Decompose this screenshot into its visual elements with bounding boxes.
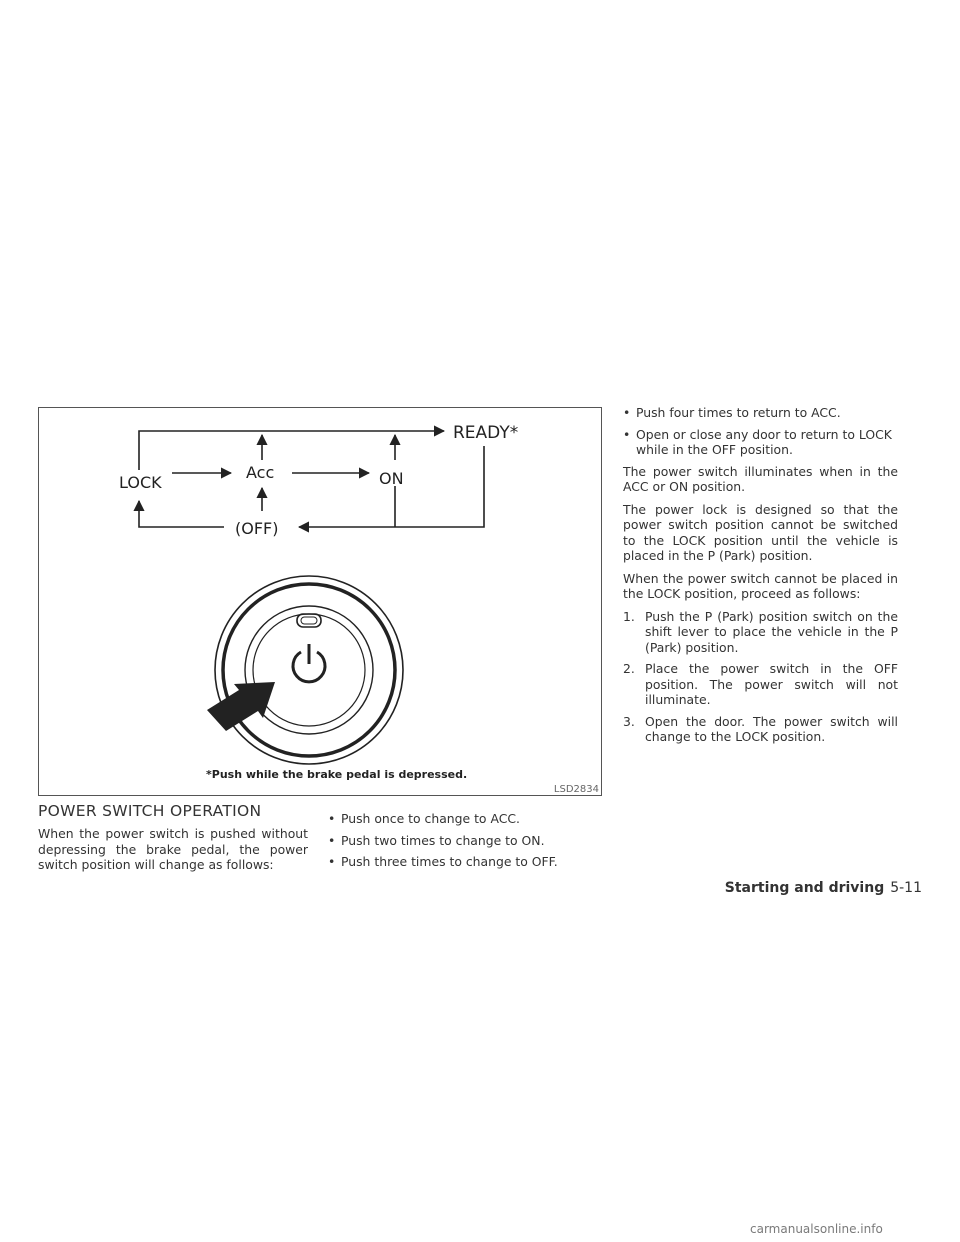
bullet-icon: • (328, 811, 336, 826)
left-column (38, 826, 308, 880)
off-label: (OFF) (235, 519, 279, 538)
step-item (623, 714, 898, 745)
on-label: ON (379, 469, 404, 488)
section-title: POWER SWITCH OPERATION (38, 802, 262, 820)
bullet-icon: • (328, 854, 336, 869)
bullet-list-2 (623, 405, 898, 458)
list-item (623, 405, 898, 421)
step-text: Push the P (Park) position switch on the shift lever to place the vehicle in the P (Park) position. (645, 608, 898, 655)
paragraph-illumination: The power switch illuminates when in the ACC or ON position. (623, 463, 898, 494)
watermark: carmanualsonline.info (750, 1222, 883, 1236)
middle-column (328, 811, 598, 876)
list-item (328, 833, 598, 849)
bullet-text: Push once to change to ACC. (341, 811, 520, 826)
step-text: Open the door. The power switch will change to the LOCK position. (645, 713, 898, 744)
bullet-text: Open or close any door to return to LOCK while in the OFF position. (636, 426, 892, 457)
bullet-icon: • (328, 832, 336, 848)
power-switch-figure (38, 407, 602, 796)
page-footer (725, 877, 922, 896)
list-item (328, 854, 598, 870)
ready-label: READY* (453, 423, 519, 443)
bullet-text: Push four times to return to ACC. (636, 405, 841, 420)
acc-label: Acc (246, 463, 275, 482)
footer-page-number: 5-11 (890, 880, 922, 896)
footer-section-name: Starting and driving (724, 880, 885, 896)
bullet-text: Push two times to change to ON. (341, 832, 545, 848)
lock-label: LOCK (119, 473, 162, 492)
figure-code: LSD2834 (553, 784, 599, 795)
paragraph-procedure-intro: When the power switch cannot be placed in the LOCK position, proceed as follows: (623, 570, 898, 601)
intro-paragraph: When the power switch is pushed without depressing the brake pedal, the power switch position will change as follows: (38, 826, 308, 872)
step-number: 2. (623, 661, 635, 676)
step-item (623, 661, 898, 708)
bullet-icon: • (623, 405, 631, 420)
position-flow-arrows (139, 431, 484, 527)
figure-footnote: *Push while the brake pedal is depressed. (206, 768, 468, 781)
list-item (623, 427, 898, 458)
bullet-icon: • (623, 426, 631, 442)
step-number: 3. (623, 713, 635, 729)
bullet-list-1 (328, 811, 598, 870)
step-number: 1. (623, 608, 635, 624)
power-switch-button-icon (215, 576, 403, 764)
paragraph-power-lock: The power lock is designed so that the power switch position cannot be switched to the LOCK position until the vehicle is placed in the P (Park) position. (623, 501, 898, 563)
bullet-text: Push three times to change to OFF. (341, 854, 558, 869)
power-switch-diagram (39, 408, 603, 797)
list-item (328, 811, 598, 827)
step-text: Place the power switch in the OFF position. The power switch will not illuminate. (645, 661, 898, 707)
right-column (623, 405, 898, 751)
step-item (623, 609, 898, 656)
procedure-steps (623, 609, 898, 745)
